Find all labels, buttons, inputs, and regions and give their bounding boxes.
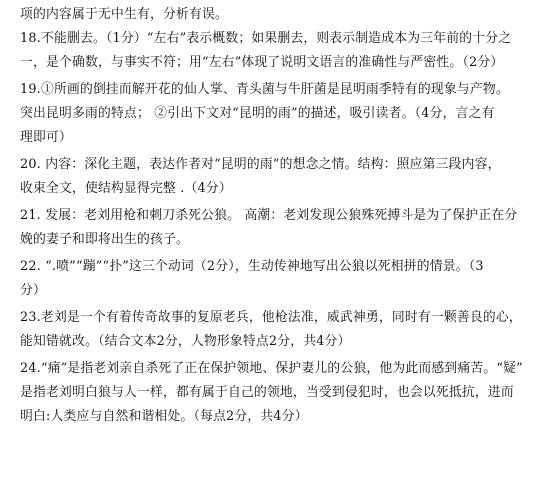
paragraph-gap bbox=[20, 147, 542, 156]
answer-20-line-2: 收束全文，使结构显得完整 .（4分） bbox=[20, 181, 232, 196]
answer-24-line-1: 24.“痛”是指老刘亲自杀死了正在保护领地、保护妻儿的公狼，他为此而感到痛苦。“疑” bbox=[20, 361, 523, 376]
paragraph-gap bbox=[20, 249, 542, 258]
paragraph-gap bbox=[20, 300, 542, 309]
answer-23-line-1: 23.老刘是一个有着传奇故事的复原老兵，他枪法准，威武神勇，同时有一颗善良的心， bbox=[20, 310, 522, 325]
answer-23-line-2: 能知错就改。（结合文本2分，人物形象特点2分，共4分） bbox=[20, 334, 351, 349]
paragraph-gap bbox=[20, 198, 542, 207]
answer-18-line-1: 18.不能删去。（1分）“左右”表示概数；如果删去，则表示制造成本为三年前的十分之 bbox=[20, 31, 512, 46]
answer-20-line-1: 20. 内容：深化主题，表达作者对“昆明的雨”的想念之情。结构：照应第三段内容， bbox=[20, 157, 501, 172]
answer-19-line-2: 突出昆明多雨的特点； ②引出下文对“昆明的雨”的描述，吸引读者。（4分，言之有 bbox=[20, 106, 495, 121]
paragraph-gap bbox=[20, 72, 542, 81]
answer-21-line-2: 娩的妻子和即将出生的孩子。 bbox=[20, 232, 189, 247]
answer-22-line-2: 分） bbox=[20, 283, 46, 298]
paragraph-gap bbox=[20, 351, 542, 360]
answer-22-line-1: 22. “.喷”“蹦”“扑”这三个动词（2分），生动传神地写出公狼以死相拼的情景。（3 bbox=[20, 259, 484, 274]
answer-19-line-3: 理即可） bbox=[20, 130, 72, 145]
text-line-1: 项的内容属于无中生有，分析有误。 bbox=[20, 7, 228, 22]
answer-18-line-2: 一，是个确数，与事实不符；用“左右”体现了说明文语言的准确性与严密性。（2分） bbox=[20, 55, 504, 70]
answer-19-line-1: 19.①所画的倒挂而解开花的仙人掌、青头菌与牛肝菌是昆明雨季特有的现象与产物。 bbox=[20, 82, 509, 97]
answer-21-line-1: 21. 发展：老刘用枪和刺刀杀死公狼。 高潮：老刘发现公狼殊死搏斗是为了保护正在分 bbox=[20, 208, 518, 223]
answer-24-line-3: 明白:人类应与自然和谐相处。（每点2分，共4分） bbox=[20, 409, 308, 424]
answer-24-line-2: 是指老刘明白狼与人一样，都有属于自己的领地，当受到侵犯时，也会以死抵抗，进而 bbox=[20, 385, 514, 400]
